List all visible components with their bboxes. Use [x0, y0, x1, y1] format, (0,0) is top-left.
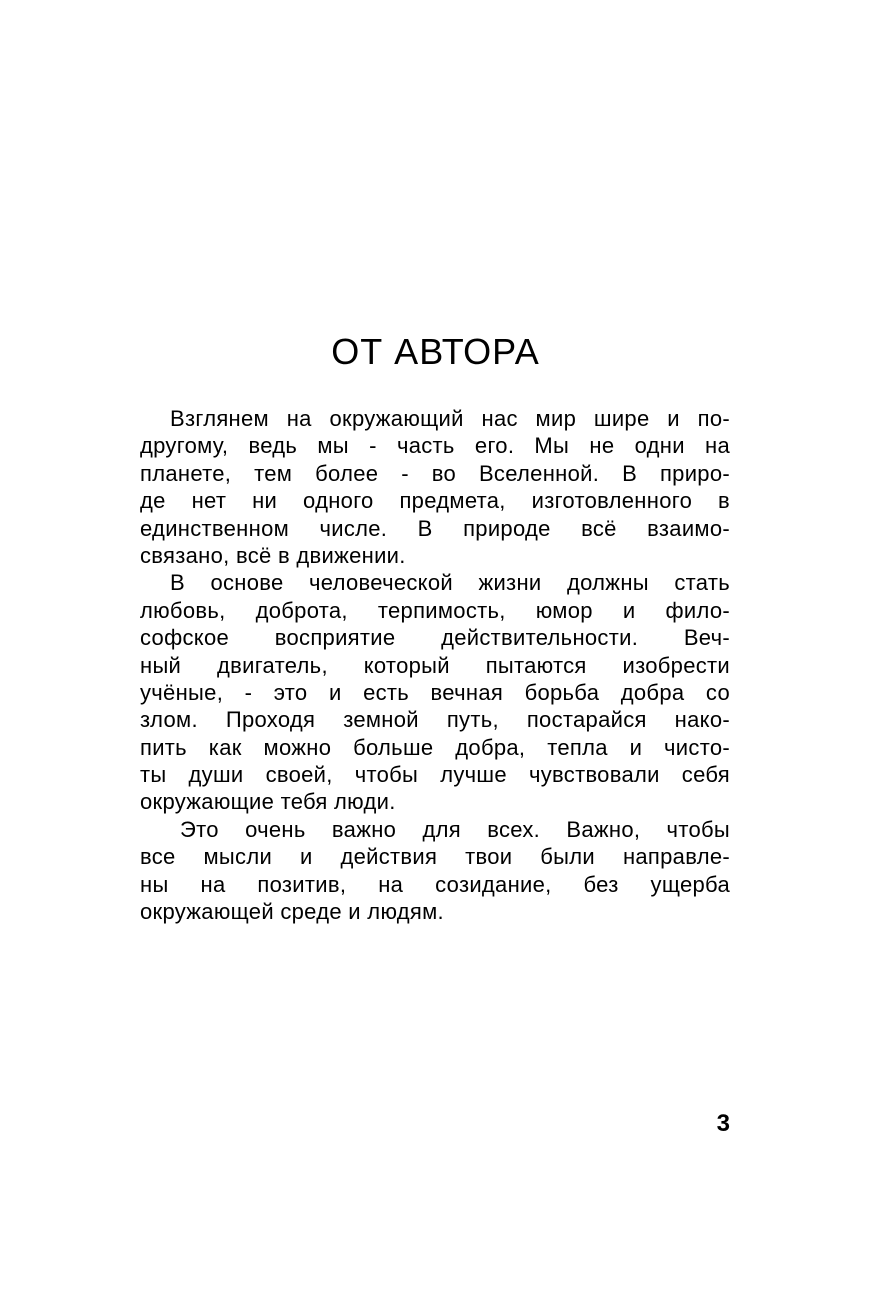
paragraph — [140, 405, 730, 569]
text-line: планете, тем более - во Вселенной. В приро- — [140, 460, 730, 486]
paragraph — [140, 569, 730, 816]
text-line: ты души своей, чтобы лучше чувствовали себя — [140, 762, 730, 788]
text-line: учёные, - это и есть вечная борьба добра со — [140, 679, 730, 705]
text-line: ны на позитив, на созидание, без ущерба — [140, 871, 730, 897]
text-line: единственном числе. В природе всё взаимо- — [140, 515, 730, 541]
paragraph — [140, 816, 730, 926]
page-title: ОТ АВТОРА — [331, 331, 540, 372]
text-line: связано, всё в движении. — [140, 542, 406, 568]
text-line: пить как можно больше добра, тепла и чисто- — [140, 734, 730, 760]
text-line: В основе человеческой жизни должны стать — [170, 570, 730, 596]
text-line: де нет ни одного предмета, изготовленного в — [140, 488, 730, 514]
text-line: ный двигатель, который пытаются изобрести — [140, 652, 730, 678]
text-line: все мысли и действия твои были направле- — [140, 844, 730, 870]
text-line: любовь, доброта, терпимость, юмор и фило- — [140, 597, 730, 623]
text-line: Это очень важно для всех. Важно, чтобы — [180, 816, 730, 842]
text-line: другому, ведь мы - часть его. Мы не одни на — [140, 433, 730, 459]
text-line: окружающие тебя люди. — [140, 789, 396, 815]
page-number: 3 — [716, 1110, 730, 1137]
text-line: злом. Проходя земной путь, постарайся нако- — [140, 707, 730, 733]
text-line: софское восприятие действительности. Веч- — [140, 625, 730, 651]
text-line: окружающей среде и людям. — [140, 899, 444, 925]
text-line: Взглянем на окружающий нас мир шире и по- — [170, 406, 730, 431]
body-text — [140, 405, 730, 925]
